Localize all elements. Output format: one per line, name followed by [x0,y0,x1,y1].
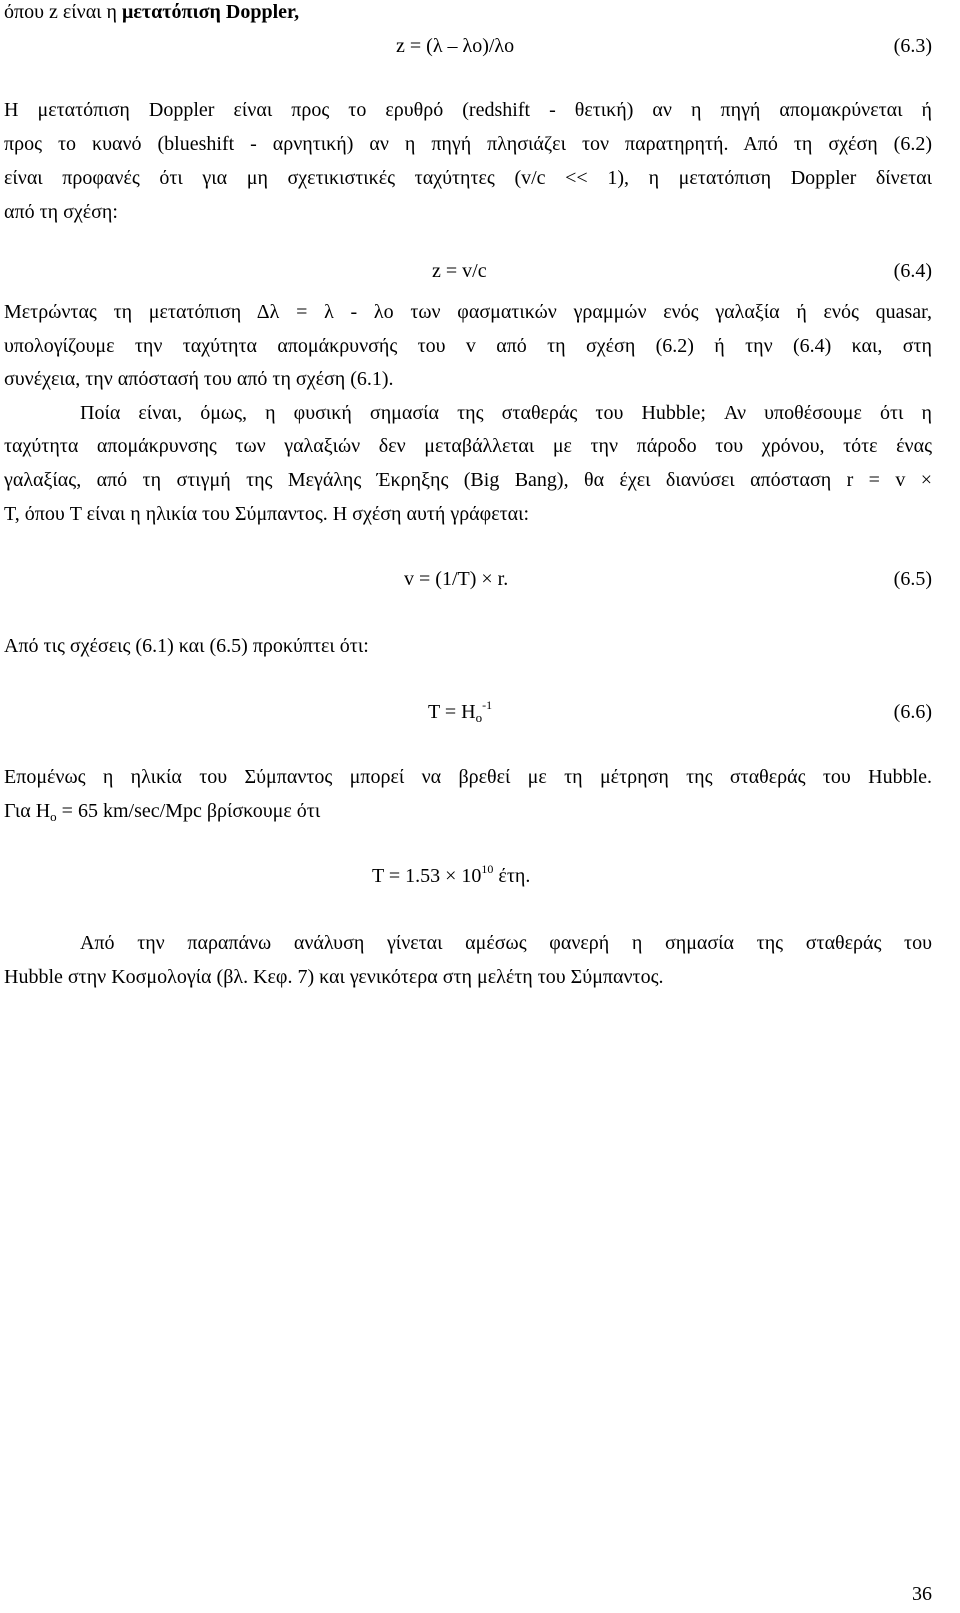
paragraph-1-line-2: προς το κυανό (blueshift - αρνητική) αν η πηγή πλησιάζει τον παρατηρητή. Από τη σχέση (6.2) [4,133,932,155]
equation-6-4 [0,258,960,284]
equation-age-superscript: 10 [481,862,494,876]
equation-6-4-formula: z = v/c [432,260,487,282]
paragraph-5-line-2 [4,799,932,823]
equation-6-3-formula: z = (λ – λο)/λο [396,35,515,57]
paragraph-5-line-1: Επομένως η ηλικία του Σύμπαντος μπορεί να βρεθεί με τη μέτρηση της σταθεράς του Hubble. [4,766,932,788]
equation-6-6-text: T = H [428,701,476,723]
equation-age [0,863,960,889]
equation-6-3-number: (6.3) [893,35,932,57]
equation-6-5-number: (6.5) [893,568,932,590]
equation-age-text-b: έτη. [493,865,531,887]
intro-bold-term: μετατόπιση Doppler, [122,1,300,23]
equation-6-6-superscript: -1 [482,698,493,712]
equation-6-3 [0,33,960,59]
paragraph-4-line-1: Από τις σχέσεις (6.1) και (6.5) προκύπτει ότι: [4,635,369,657]
paragraph-3-line-2: ταχύτητα απομάκρυνσης των γαλαξιών δεν μεταβάλλεται με την πάροδο του χρόνου, τότε ένας [4,435,932,457]
equation-6-4-number: (6.4) [893,260,932,282]
paragraph-6-line-1: Από την παραπάνω ανάλυση γίνεται αμέσως φανερή η σημασία της σταθεράς του [80,932,932,954]
equation-age-formula [372,863,530,889]
equation-6-6-formula [428,699,492,725]
paragraph-2-line-3: συνέχεια, την απόστασή του από τη σχέση (6.1). [4,368,394,390]
equation-6-6 [0,699,960,725]
page-number: 36 [912,1583,932,1605]
equation-6-5-formula: v = (1/T) × r. [404,568,509,590]
paragraph-1-line-1: Η μετατόπιση Doppler είναι προς το ερυθρό (redshift - θετική) αν η πηγή απομακρύνεται ή [4,99,932,121]
equation-6-6-subscript: o [475,710,483,725]
intro-text: όπου z είναι η [4,1,123,23]
equation-age-text-a: T = 1.53 × 10 [372,865,482,887]
intro-line [4,0,932,24]
paragraph-3-line-3: γαλαξίας, από τη στιγμή της Μεγάλης Έκρηξης (Big Bang), θα έχει διανύσει απόσταση r = v × [4,469,932,491]
paragraph-2-line-1: Μετρώντας τη μετατόπιση Δλ = λ - λο των φασματικών γραμμών ενός γαλαξία ή ενός quasar, [4,301,932,323]
paragraph-6-line-2: Hubble στην Κοσμολογία (βλ. Κεφ. 7) και γενικότερα στη μελέτη του Σύμπαντος. [4,966,664,988]
paragraph-3-line-1: Ποία είναι, όμως, η φυσική σημασία της σταθεράς του Hubble; Αν υποθέσουμε ότι η [80,402,932,424]
paragraph-1-line-3: είναι προφανές ότι για μη σχετικιστικές ταχύτητες (v/c << 1), η μετατόπιση Doppler δίνεται [4,167,932,189]
paragraph-1-line-4: από τη σχέση: [4,201,118,223]
equation-6-6-number: (6.6) [893,701,932,723]
paragraph-5-subscript: o [50,809,57,824]
paragraph-5-text-a: Για H [4,800,51,822]
paragraph-3-line-4: T, όπου T είναι η ηλικία του Σύμπαντος. Η σχέση αυτή γράφεται: [4,503,530,525]
equation-6-5 [0,566,960,592]
paragraph-2-line-2: υπολογίζουμε την ταχύτητα απομάκρυνσής του v από τη σχέση (6.2) ή την (6.4) και, στη [4,335,932,357]
paragraph-5-text-b: = 65 km/sec/Mpc βρίσκουμε ότι [56,800,321,822]
